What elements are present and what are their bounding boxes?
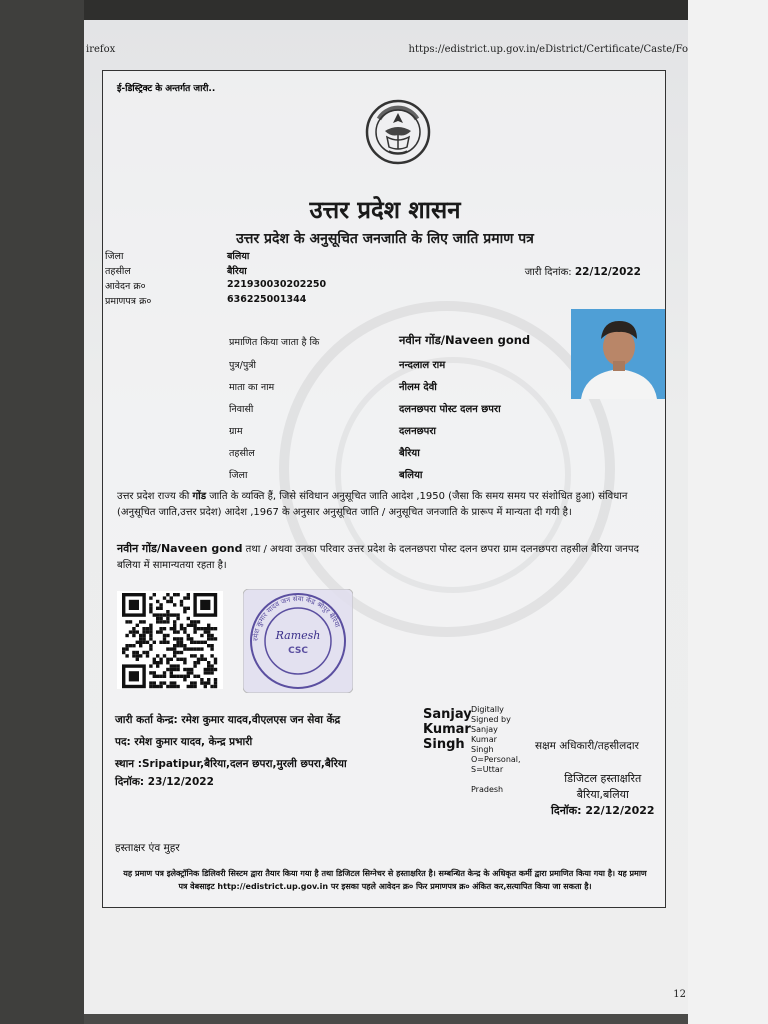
seal-csc-label: CSC xyxy=(288,646,308,656)
issuer-post: पद: रमेश कुमार यादव, केन्द्र प्रभारी xyxy=(115,736,253,748)
verification-footer: यह प्रमाण पत्र इलेक्ट्रॉनिक डिलिवरी सिस्टम द्वारा तैयार किया गया है तथा डिजिटल सिग्नेचर से हस्ताक्षरित है। सम्बन्धित केन्द्र के अधिकृत कर्मी द्वारा प्रमाणित किया गया है। यह प्रमाण पत्र वेबसाइट http://edistrict.up.gov.in पर इसका पहले आवेदन क्र० फिर प्रमाणपत्र क्र० अंकित कर,सत्यापित किया जा सकता है। xyxy=(123,869,647,891)
field-label-son-of: पुत्र/पुत्री xyxy=(229,360,256,371)
meta-label-district: जिला xyxy=(105,251,124,262)
field-value-name: नवीन गोंड/Naveen gond xyxy=(399,333,531,347)
qr-code xyxy=(117,591,223,689)
field-label-tehsil: तहसील xyxy=(229,448,255,459)
meta-label-application-no: आवेदन क्र० xyxy=(105,281,146,292)
digital-signature-block xyxy=(551,771,655,819)
field-label-certified: प्रमाणित किया जाता है कि xyxy=(229,337,320,348)
watermark-emblem xyxy=(279,301,615,637)
competent-authority: सक्षम अधिकारी/तहसीलदार xyxy=(535,740,639,752)
field-label-resident: निवासी xyxy=(229,404,254,415)
para2-rest: तथा / अथवा उनका परिवार उत्तर प्रदेश के दलनछपरा पोस्ट दलन छपरा ग्राम दलनछपरा तहसील बैरिया जनपद बलिया में सामान्यतया रहता है। xyxy=(117,544,639,571)
sig-line-3: Sanjay xyxy=(471,725,498,734)
header-note: ई-डिस्ट्रिक्ट के अन्तर्गत जारी.. xyxy=(117,84,216,94)
para2-name: नवीन गोंड/Naveen gond xyxy=(117,542,243,555)
sig-line-1: Digitally xyxy=(471,705,504,714)
background-right xyxy=(688,0,768,1024)
signer-last: Singh xyxy=(423,737,465,752)
certificate-subtitle: उत्तर प्रदेश के अनुसूचित जनजाति के लिए जाति प्रमाण पत्र xyxy=(236,231,534,247)
digital-signature-details xyxy=(471,705,521,795)
field-value-village: दलनछपरा xyxy=(399,426,437,437)
digital-signer-name xyxy=(423,707,472,752)
field-value-district: बलिया xyxy=(399,470,423,481)
issue-date xyxy=(525,264,641,278)
sig-line-9: Pradesh xyxy=(471,785,504,794)
meta-value-district: बलिया xyxy=(227,251,250,262)
paper-sheet xyxy=(84,20,688,1014)
browser-name: irefox xyxy=(86,44,116,55)
sig-line-6: O=Personal, xyxy=(471,755,521,764)
field-label-district: जिला xyxy=(229,470,248,481)
issuer-center: जारी कर्ता केन्द्र: रमेश कुमार यादव,वीएलएस जन सेवा केंद्र xyxy=(115,714,341,726)
paragraph-residence-statement xyxy=(117,541,657,574)
field-value-mother: नीलम देवी xyxy=(399,382,437,393)
background-left xyxy=(0,0,84,1024)
issue-date-label: जारी दिनांक: xyxy=(524,267,572,278)
browser-url: https://edistrict.up.gov.in/eDistrict/Certificate/Caste/Fo xyxy=(408,44,688,55)
paragraph-caste-statement xyxy=(117,489,657,521)
field-label-village: ग्राम xyxy=(229,426,243,437)
meta-label-certificate-no: प्रमाणपत्र क्र० xyxy=(105,296,152,307)
signature-and-seal-note: हस्ताक्षर एंव मुहर xyxy=(115,842,180,854)
seal-ring-text: रमेश कुमार यादव जन सेवा केंद्र श्रीपुर बैरिया xyxy=(251,594,342,642)
digital-signed-label: डिजिटल हस्ताक्षरित xyxy=(564,772,642,785)
sig-line-5: Singh xyxy=(471,745,494,754)
digital-signed-place: बैरिया,बलिया xyxy=(576,788,629,801)
certificate-title: उत्तर प्रदेश शासन xyxy=(309,195,461,224)
meta-label-tehsil: तहसील xyxy=(105,266,131,277)
up-emblem-icon xyxy=(365,99,431,165)
meta-value-certificate-no: 636225001344 xyxy=(227,294,307,305)
sig-line-4: Kumar xyxy=(471,735,497,744)
csc-seal-stamp xyxy=(243,589,353,693)
applicant-photo xyxy=(571,309,666,399)
signer-first: Sanjay xyxy=(423,707,472,722)
field-value-father: नन्दलाल राम xyxy=(399,360,446,371)
sig-line-gap xyxy=(471,775,521,785)
page-number: 12 xyxy=(673,989,686,1000)
signer-middle: Kumar xyxy=(423,722,471,737)
sig-line-2: Signed by xyxy=(471,715,511,724)
field-value-resident: दलनछपरा पोस्ट दलन छपरा xyxy=(399,404,501,415)
issuer-date: दिनॉक: 23/12/2022 xyxy=(115,776,214,788)
sig-line-7: S=Uttar xyxy=(471,765,504,774)
meta-value-tehsil: बैरिया xyxy=(227,266,247,277)
background-top xyxy=(84,0,688,20)
para1-start: उत्तर प्रदेश राज्य की xyxy=(117,491,193,502)
digital-signed-date: दिनॉक: 22/12/2022 xyxy=(551,804,655,817)
issuer-place: स्थान :Sripatipur,बैरिया,दलन छपरा,मुरली छपरा,बैरिया xyxy=(115,758,347,770)
field-value-tehsil: बैरिया xyxy=(399,448,420,459)
para1-caste: गोंड xyxy=(192,491,207,502)
caste-certificate xyxy=(102,70,666,908)
field-label-mother: माता का नाम xyxy=(229,382,275,393)
issue-date-value: 22/12/2022 xyxy=(574,266,641,278)
para1-end: जाति के व्यक्ति हैं, जिसे संविधान अनुसूचित जाति आदेश ,1950 (जैसा कि समय समय पर संशोधित हुआ) संविधान (अनुसूचित जाति,उत्तर प्रदेश) आदेश ,1967 के अनुसार अनुसूचित जाति / अनुसूचित जनजाति के प्रारूप में मान्यता दी गयी है। xyxy=(117,491,628,518)
seal-signature: Ramesh xyxy=(275,629,321,642)
meta-value-application-no: 221930030202250 xyxy=(227,279,327,290)
